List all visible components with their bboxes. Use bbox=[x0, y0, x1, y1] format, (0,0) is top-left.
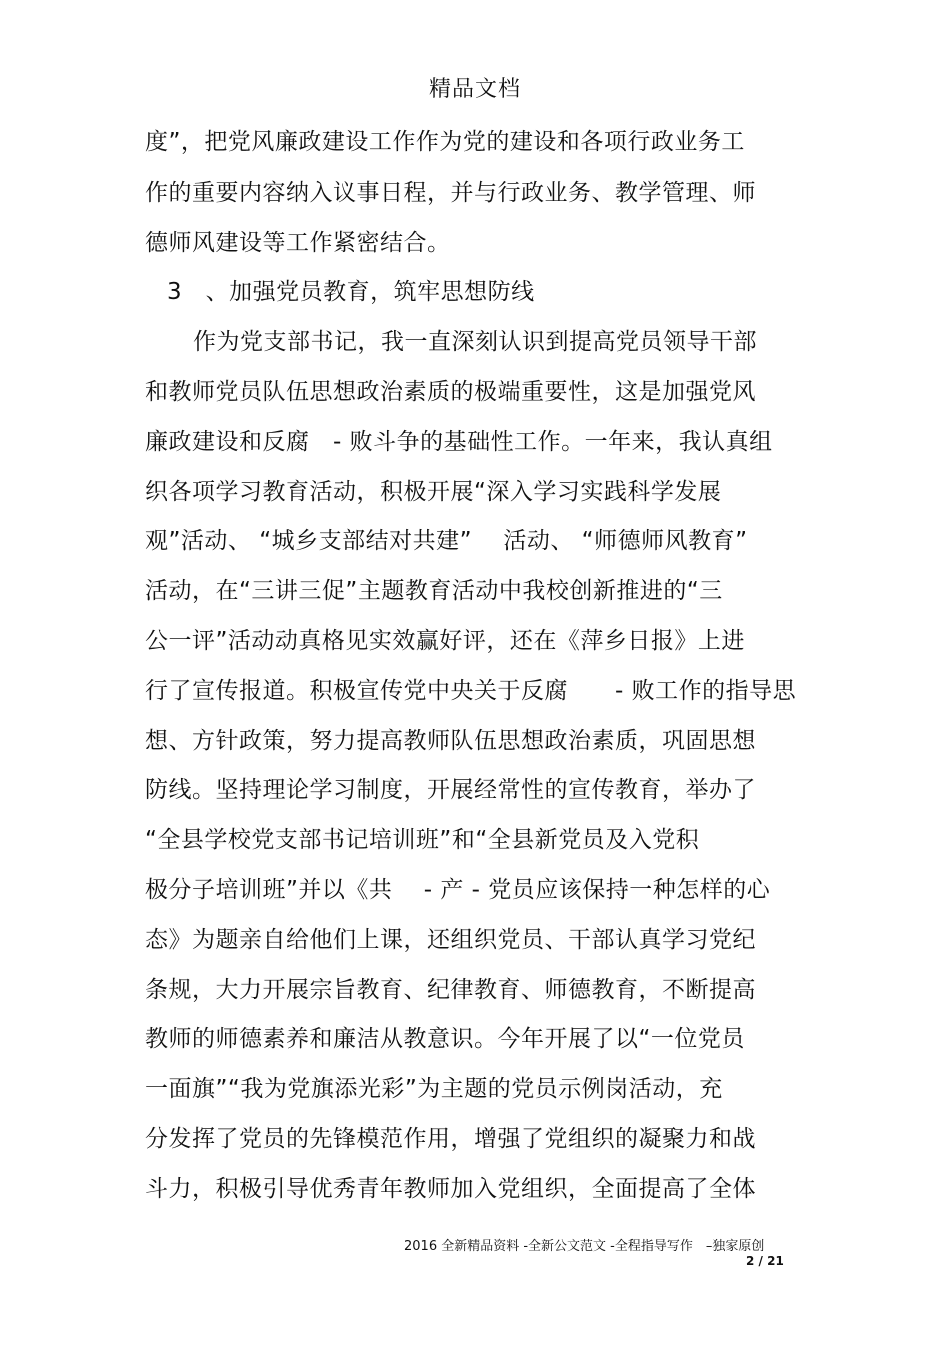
text-line: 斗力，积极引导优秀青年教师加入党组织，全面提高了全体 bbox=[145, 1176, 756, 1202]
text-line: 防线。坚持理论学习制度，开展经常性的宣传教育，举办了 bbox=[145, 777, 756, 803]
page-number: 2 / 21 bbox=[746, 1254, 784, 1268]
text-line: 廉政建设和反腐 - 败斗争的基础性工作。一年来，我认真组 bbox=[145, 429, 773, 455]
text-line: “全县学校党支部书记培训班”和“全县新党员及入党积 bbox=[145, 827, 700, 853]
text-line: 度”，把党风廉政建设工作作为党的建设和各项行政业务工 bbox=[145, 129, 745, 155]
text-line: 公一评”活动动真格见实效赢好评，还在《萍乡日报》上进 bbox=[145, 628, 745, 654]
section-heading: 3 、加强党员教育，筑牢思想防线 bbox=[167, 279, 535, 305]
text-line: 一面旗”“我为党旗添光彩”为主题的党员示例岗活动，充 bbox=[145, 1076, 723, 1102]
text-line: 和教师党员队伍思想政治素质的极端重要性，这是加强党风 bbox=[145, 379, 756, 405]
page-footer-text: 2016 全新精品资料 -全新公文范文 -全程指导写作 –独家原创 bbox=[404, 1239, 765, 1254]
text-line: 德师风建设等工作紧密结合。 bbox=[145, 230, 451, 256]
text-line: 教师的师德素养和廉洁从教意识。今年开展了以“一位党员 bbox=[145, 1026, 745, 1052]
text-line: 条规，大力开展宗旨教育、纪律教育、师德教育，不断提高 bbox=[145, 977, 756, 1003]
text-line: 想、方针政策，努力提高教师队伍思想政治素质，巩固思想 bbox=[145, 728, 756, 754]
text-line: 态》为题亲自给他们上课，还组织党员、干部认真学习党纪 bbox=[145, 927, 756, 953]
text-line: 观”活动、 “城乡支部结对共建” 活动、 “师德师风教育” bbox=[145, 528, 748, 554]
text-line: 分发挥了党员的先锋模范作用，增强了党组织的凝聚力和战 bbox=[145, 1126, 756, 1152]
text-line: 作为党支部书记，我一直深刻认识到提高党员领导干部 bbox=[193, 329, 757, 355]
text-line: 活动，在“三讲三促”主题教育活动中我校创新推进的“三 bbox=[145, 578, 723, 604]
text-line: 极分子培训班”并以《共 - 产 - 党员应该保持一种怎样的心 bbox=[145, 877, 771, 903]
text-line: 行了宣传报道。积极宣传党中央关于反腐 - 败工作的指导思 bbox=[145, 678, 797, 704]
text-line: 作的重要内容纳入议事日程，并与行政业务、教学管理、师 bbox=[145, 180, 756, 206]
text-line: 织各项学习教育活动，积极开展“深入学习实践科学发展 bbox=[145, 479, 722, 505]
page-header-title: 精品文档 bbox=[428, 77, 521, 102]
